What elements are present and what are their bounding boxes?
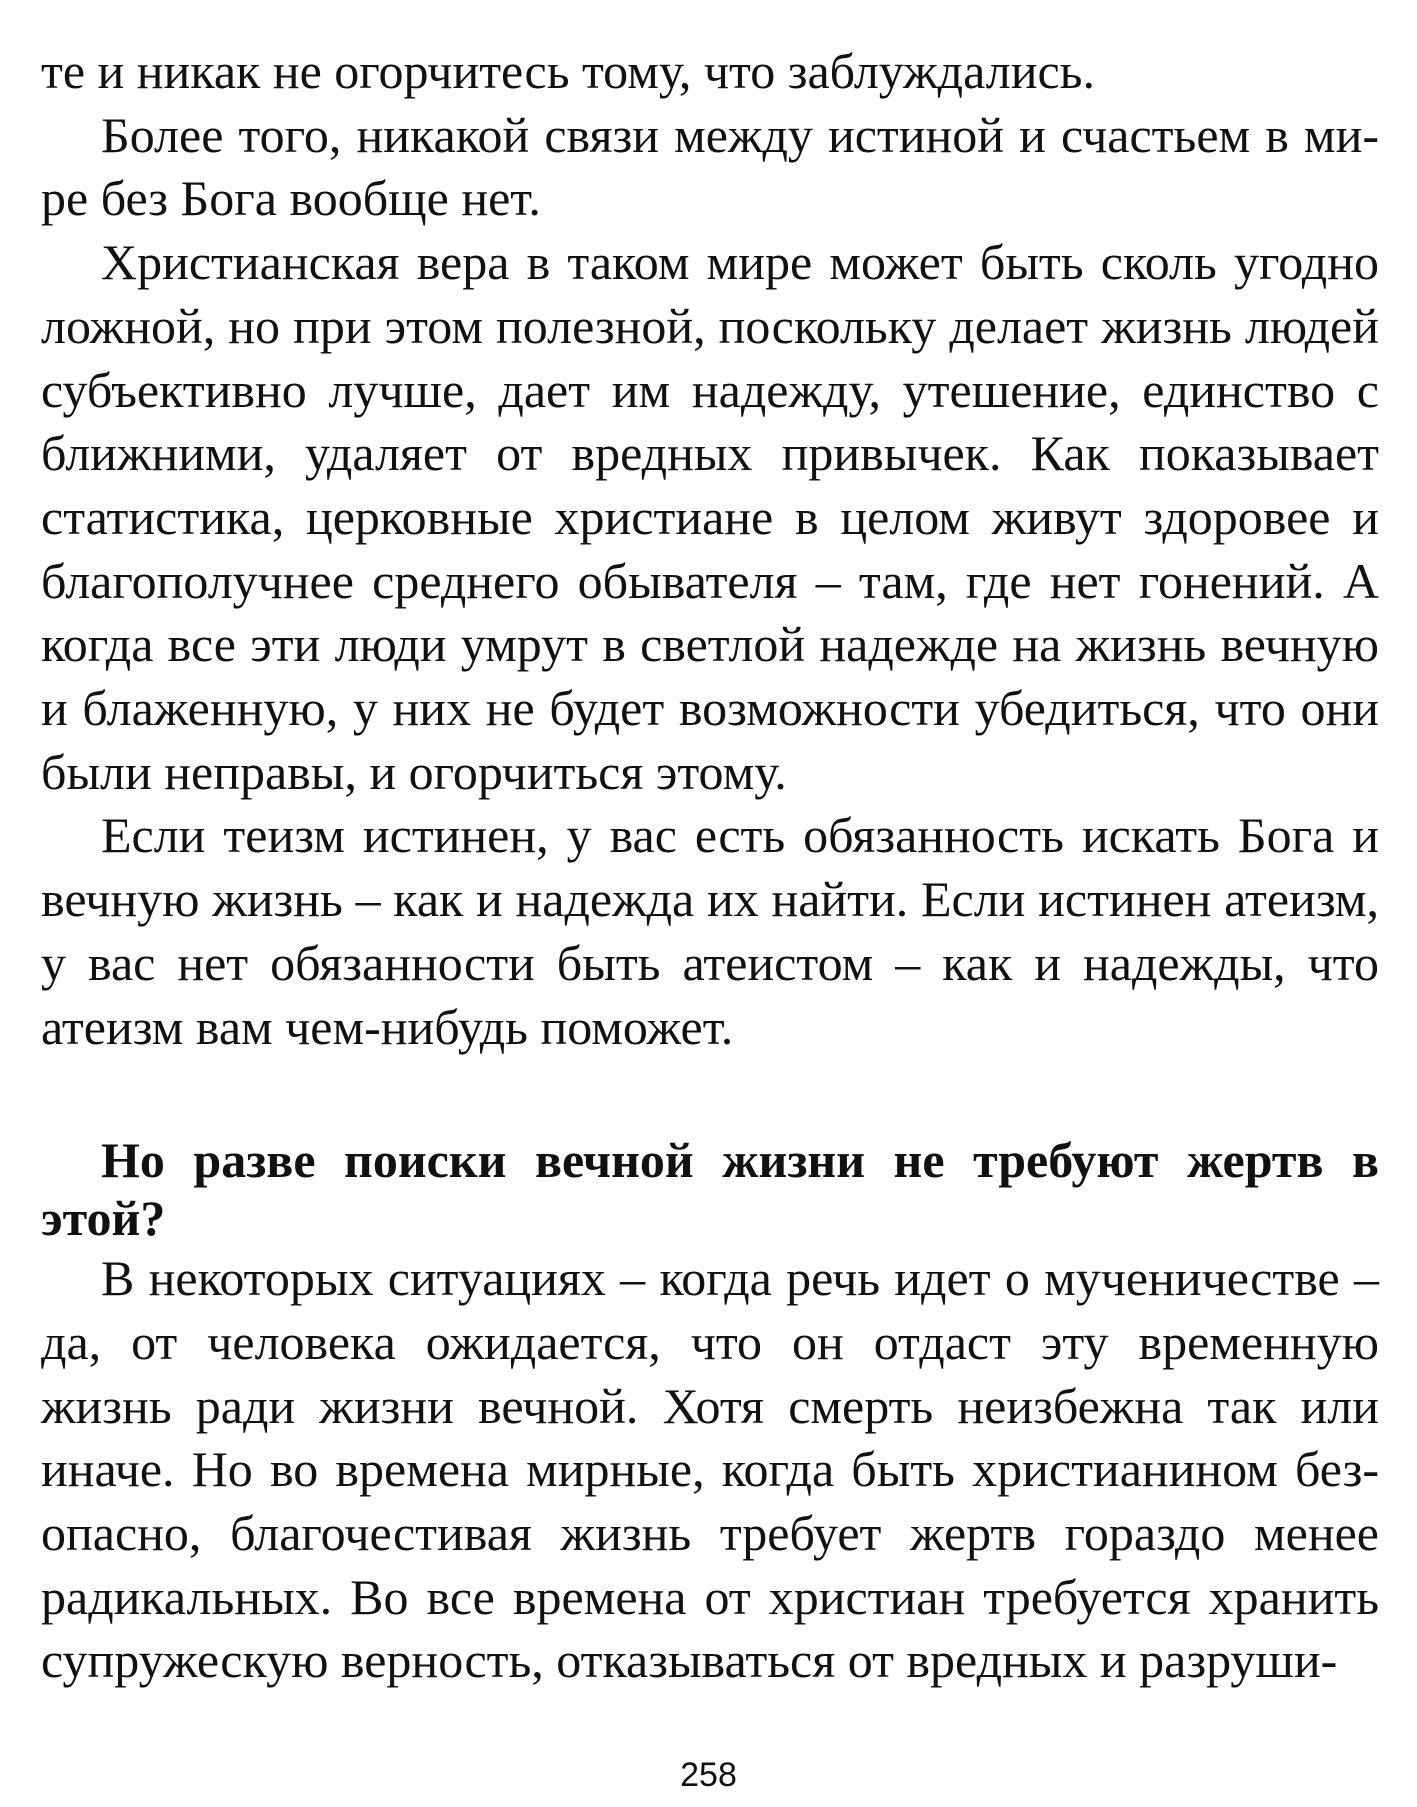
- paragraph-continuation: те и никак не огорчитесь тому, что заблуждались.: [41, 43, 1095, 99]
- page-body: [41, 40, 1379, 1693]
- paragraph-christian-faith: Христианская вера в таком мире может быть сколь угодно ложной, но при этом полезной, поскольку делает жизнь людей субъективно лучше, дает им надежду, утешение, единство с ближними, удаляет от вредных привычек. Как показывает статистика, церковные христиане в целом живут здоровее и благополучнее среднего обывателя – там, где нет гонений. А когда все эти люди умрут в светлой надежде на жизнь вечную и блаженную, у них не будет возможности убедиться, что они были неправы, и огорчиться этому.: [41, 234, 1379, 800]
- section-heading: Но разве поиски вечной жизни не требуют жертв в этой?: [41, 1132, 1379, 1247]
- paragraph-theism-atheism: Если теизм истинен, у вас есть обязанность искать Бога и вечную жизнь – как и надежда их найти. Если истинен атеизм, у вас нет обязанности быть атеистом – как и надежды, что атеизм вам чем-нибудь поможет.: [41, 807, 1379, 1055]
- page-number: 258: [680, 1756, 737, 1794]
- paragraph-truth-happiness: Более того, никакой связи между истиной и счастьем в мире без Бога вообще нет.: [41, 106, 1379, 227]
- paragraph-answer: В некоторых ситуациях – когда речь идет о мученичестве – да, от человека ожидается, что он отдаст эту временную жизнь ради жизни вечной. Хотя смерть неизбежна так или иначе. Но во времена мирные, когда быть христианином безопасно, благочестивая жизнь требует жертв гораздо менее радикальных. Во все времена от христиан требуется хранить супружескую верность, отказываться от вредных и разруши-: [41, 1250, 1379, 1689]
